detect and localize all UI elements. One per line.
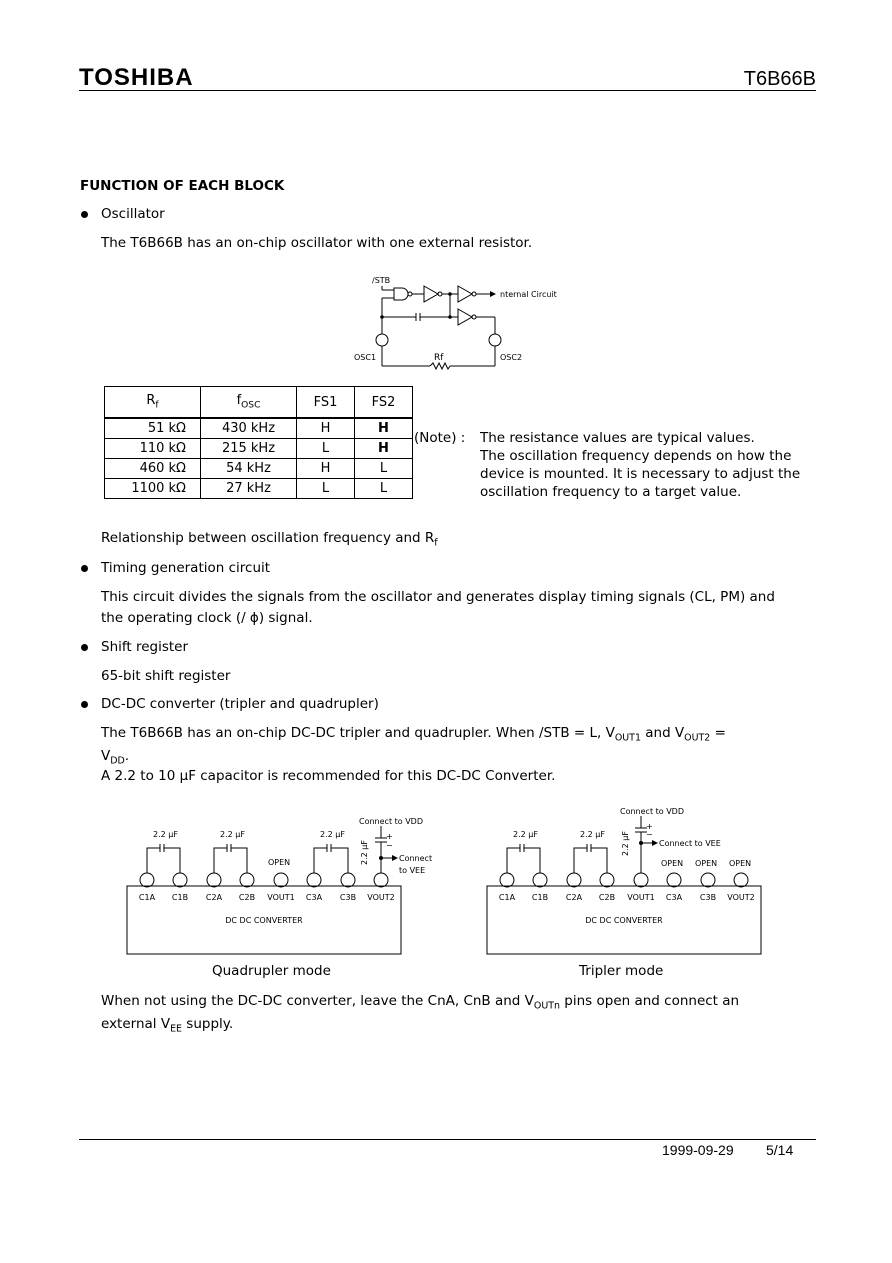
oscillator-text: The T6B66B has an on-chip oscillator with one external resistor. — [101, 235, 533, 251]
footer-date: 1999-09-29 — [662, 1142, 734, 1158]
bullet-icon — [81, 644, 88, 651]
note-line-4: oscillation frequency to a target value. — [480, 484, 742, 500]
tripler-diagram — [480, 800, 800, 958]
block-label: DC DC CONVERTER — [585, 916, 663, 925]
pin-c2b: C2B — [598, 893, 616, 902]
cap-label-2: 2.2 μF — [580, 830, 605, 839]
timing-heading: Timing generation circuit — [101, 560, 271, 576]
pin-c3a: C3A — [665, 893, 683, 902]
pin-c3b: C3B — [699, 893, 717, 902]
dcdc-line-1: The T6B66B has an on-chip DC-DC tripler and quadrupler. When /STB = L, $V_{OUT1}$ and $V_{OUT2}$ = — [101, 725, 726, 744]
stb-label: /STB — [372, 276, 391, 285]
pin-c3b: C3B — [339, 893, 357, 902]
svg-text:−: − — [386, 841, 393, 850]
note-line-2: The oscillation frequency depends on how the — [480, 448, 792, 464]
pin-c1b: C1B — [171, 893, 189, 902]
connect-vee-label-2: to VEE — [399, 866, 426, 875]
oscillator-diagram — [350, 272, 590, 372]
svg-text:+: + — [646, 822, 653, 831]
open-label-1: OPEN — [661, 859, 684, 868]
dcdc-heading: DC-DC converter (tripler and quadrupler) — [101, 696, 379, 712]
pin-vout2: VOUT2 — [727, 893, 755, 902]
rf-table-header-fosc: $f_{OSC}$ — [201, 387, 297, 419]
footer-note-line-2: external $V_{EE}$ supply. — [101, 1016, 234, 1035]
cap-label-3: 2.2 μF — [621, 831, 630, 856]
footer-rule — [79, 1139, 816, 1140]
pin-c2a: C2A — [205, 893, 223, 902]
footer-page: 5/14 — [766, 1142, 794, 1158]
osc1-label: OSC1 — [354, 353, 377, 362]
dcdc-line-3: A 2.2 to 10 μF capacitor is recommended for this DC-DC Converter. — [101, 768, 556, 784]
cap-label-2: 2.2 μF — [220, 830, 245, 839]
rf-table-header-rf: $R_f$ — [105, 387, 201, 419]
cap-label-4: 2.2 μF — [360, 840, 369, 865]
connect-vee-label: Connect to VEE — [659, 839, 721, 848]
pin-c1a: C1A — [138, 893, 156, 902]
bullet-icon — [81, 701, 88, 708]
rf-label: Rf — [434, 353, 444, 363]
table-row: 460 kΩ 54 kHz H L — [105, 459, 413, 479]
svg-text:+: + — [386, 832, 393, 841]
quadrupler-diagram — [120, 808, 440, 958]
table-row: 1100 kΩ 27 kHz L L — [105, 479, 413, 499]
brand-logo: TOSHIBA — [79, 64, 194, 91]
footer-note-line-1: When not using the DC-DC converter, leave the CnA, CnB and $V_{OUTn}$ pins open and connect an — [101, 993, 740, 1012]
pin-vout1: VOUT1 — [627, 893, 655, 902]
cap-label-3: 2.2 μF — [320, 830, 345, 839]
rf-table-header-fs2: FS2 — [355, 387, 413, 419]
internal-circuit-label: nternal Circuit — [500, 290, 557, 299]
note-label: (Note) : — [414, 430, 466, 446]
timing-line-2: the operating clock (/ ϕ) signal. — [101, 610, 313, 626]
pin-vout1: VOUT1 — [267, 893, 295, 902]
section-title: FUNCTION OF EACH BLOCK — [80, 178, 285, 194]
osc2-label: OSC2 — [500, 353, 523, 362]
cap-label-1: 2.2 μF — [153, 830, 178, 839]
open-label-2: OPEN — [695, 859, 718, 868]
relationship-caption: Relationship between oscillation frequency and $R_f$ — [101, 530, 438, 549]
note-line-1: The resistance values are typical values. — [480, 430, 755, 446]
svg-text:−: − — [646, 830, 653, 839]
shift-text: 65-bit shift register — [101, 668, 231, 684]
rf-table — [104, 386, 413, 499]
shift-heading: Shift register — [101, 639, 189, 655]
pin-c3a: C3A — [305, 893, 323, 902]
open-label-3: OPEN — [729, 859, 752, 868]
block-label: DC DC CONVERTER — [225, 916, 303, 925]
part-number: T6B66B — [743, 68, 816, 90]
pin-c1b: C1B — [531, 893, 549, 902]
open-label: OPEN — [268, 858, 291, 867]
note-line-3: device is mounted. It is necessary to adjust the — [480, 466, 801, 482]
timing-line-1: This circuit divides the signals from the oscillator and generates display timing signals (CL, PM) and — [101, 589, 775, 605]
header-rule — [79, 90, 816, 91]
oscillator-heading: Oscillator — [101, 206, 165, 222]
pin-c2b: C2B — [238, 893, 256, 902]
connect-vdd-label: Connect to VDD — [620, 807, 684, 816]
quadrupler-caption: Quadrupler mode — [212, 963, 331, 979]
cap-label-1: 2.2 μF — [513, 830, 538, 839]
pin-vout2: VOUT2 — [367, 893, 395, 902]
pin-c2a: C2A — [565, 893, 583, 902]
connect-vdd-label: Connect to VDD — [359, 817, 423, 826]
tripler-caption: Tripler mode — [579, 963, 664, 979]
bullet-icon — [81, 565, 88, 572]
rf-table-header-fs1: FS1 — [297, 387, 355, 419]
table-row: 51 kΩ 430 kHz H H — [105, 418, 413, 439]
table-row: 110 kΩ 215 kHz L H — [105, 439, 413, 459]
bullet-icon — [81, 211, 88, 218]
connect-vee-label-1: Connect — [399, 854, 433, 863]
dcdc-line-2: $V_{DD}$. — [101, 748, 130, 767]
pin-c1a: C1A — [498, 893, 516, 902]
